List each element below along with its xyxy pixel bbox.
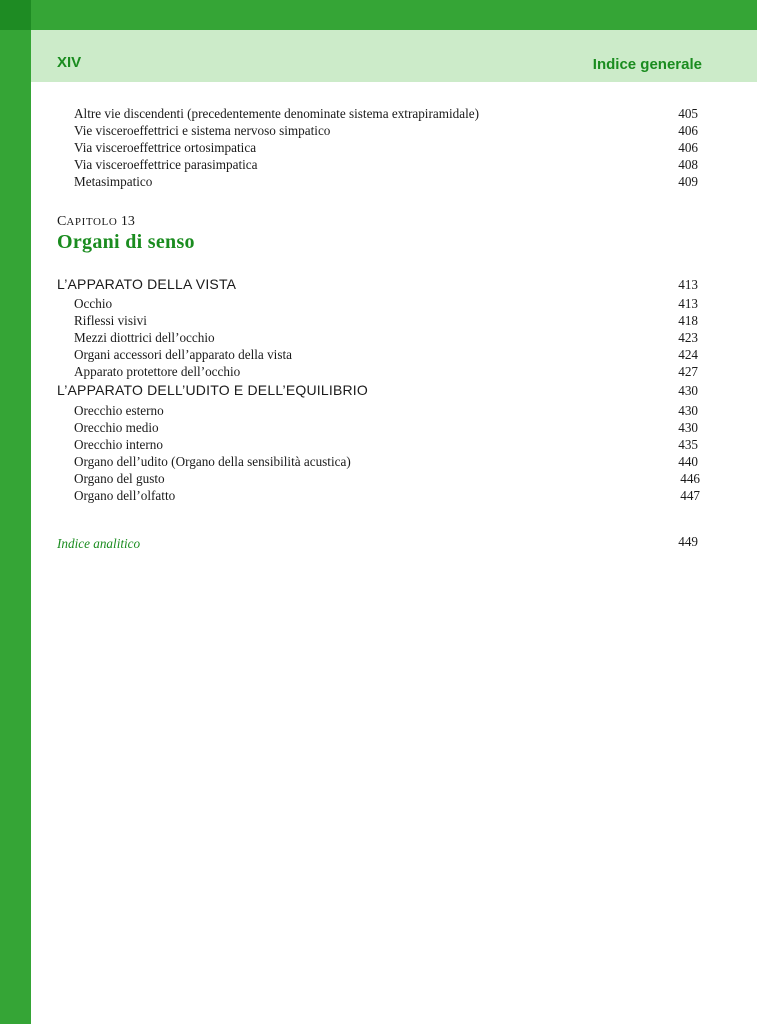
toc-entry: [0, 436, 757, 453]
toc-entry: [0, 139, 757, 156]
toc-entry-page: 409: [678, 174, 698, 189]
toc-entry: [0, 329, 757, 346]
toc-entry-title: Orecchio medio: [74, 420, 159, 435]
toc-entry: [0, 346, 757, 363]
toc-entry: [0, 419, 757, 436]
toc-entry-title: Metasimpatico: [74, 174, 153, 189]
toc-entry-page: 430: [678, 420, 698, 435]
toc-entry: [0, 487, 757, 504]
toc-entry-page: 446: [680, 471, 700, 486]
toc-entry-title: Organo del gusto: [74, 471, 165, 486]
toc-entry-page: 405: [678, 106, 698, 121]
chapter-number: 13: [120, 214, 135, 229]
toc-section-title: L’APPARATO DELL’UDITO E DELL’EQUILIBRIO: [57, 382, 368, 398]
toc-entry: [0, 363, 757, 380]
toc-entry-title: Orecchio esterno: [74, 403, 164, 418]
toc-section-page: 430: [678, 383, 698, 398]
toc-entry-title: Riflessi visivi: [74, 313, 147, 328]
toc-entry: [0, 295, 757, 312]
toc-entry-page: 447: [680, 488, 700, 503]
toc-entry-title: Occhio: [74, 296, 113, 311]
toc-entry-title: Apparato protettore dell’occhio: [74, 364, 241, 379]
index-page: 449: [678, 534, 698, 549]
toc-entry: [0, 312, 757, 329]
toc-entry-title: Vie visceroeffettrici e sistema nervoso simpatico: [74, 123, 331, 138]
toc-entry-page: 435: [678, 437, 698, 452]
toc-entry-title: Mezzi diottrici dell’occhio: [74, 330, 215, 345]
toc-entry-page: 408: [678, 157, 698, 172]
toc-entry: [0, 453, 757, 470]
toc-entry-page: 418: [678, 313, 698, 328]
toc-entry-title: Organo dell’olfatto: [74, 488, 176, 503]
toc-entry: [0, 402, 757, 419]
toc-entry-title: Organi accessori dell’apparato della vista: [74, 347, 292, 362]
toc-section: [0, 276, 757, 293]
toc-entry-page: 424: [678, 347, 698, 362]
toc-entry-page: 406: [678, 123, 698, 138]
corner-color-block: [0, 0, 31, 30]
toc-entry-page: 413: [678, 296, 698, 311]
toc-entry-title: Via visceroeffettrice ortosimpatica: [74, 140, 257, 155]
toc-section: [0, 382, 757, 399]
toc-entry-title: Organo dell’udito (Organo della sensibilità acustica): [74, 454, 351, 469]
toc-entry: [0, 470, 757, 487]
running-title: Indice generale: [592, 56, 702, 73]
toc-entry-page: 423: [678, 330, 698, 345]
toc-entry-title: Via visceroeffettrice parasimpatica: [74, 157, 258, 172]
toc-entry-page: 430: [678, 403, 698, 418]
toc-entry: [0, 105, 757, 122]
toc-entry: [0, 122, 757, 139]
top-color-bar: [31, 0, 757, 30]
page-number: XIV: [57, 54, 82, 71]
toc-entry-title: Orecchio interno: [74, 437, 163, 452]
toc-entry-title: Altre vie discendenti (precedentemente denominate sistema extrapiramidale): [74, 106, 479, 121]
toc-entry: [0, 156, 757, 173]
toc-entry-page: 406: [678, 140, 698, 155]
chapter-title: Organi di senso: [57, 231, 195, 253]
index-label: Indice analitico: [57, 536, 141, 551]
chapter-label: [57, 212, 135, 232]
toc-section-page: 413: [678, 277, 698, 292]
toc-entry-page: 427: [678, 364, 698, 379]
toc-entry-page: 440: [678, 454, 698, 469]
toc-section-title: L’APPARATO DELLA VISTA: [57, 276, 237, 292]
toc-entry: [0, 173, 757, 190]
chapter-label-initial: C: [57, 214, 67, 229]
chapter-label-rest: APITOLO: [66, 216, 118, 228]
